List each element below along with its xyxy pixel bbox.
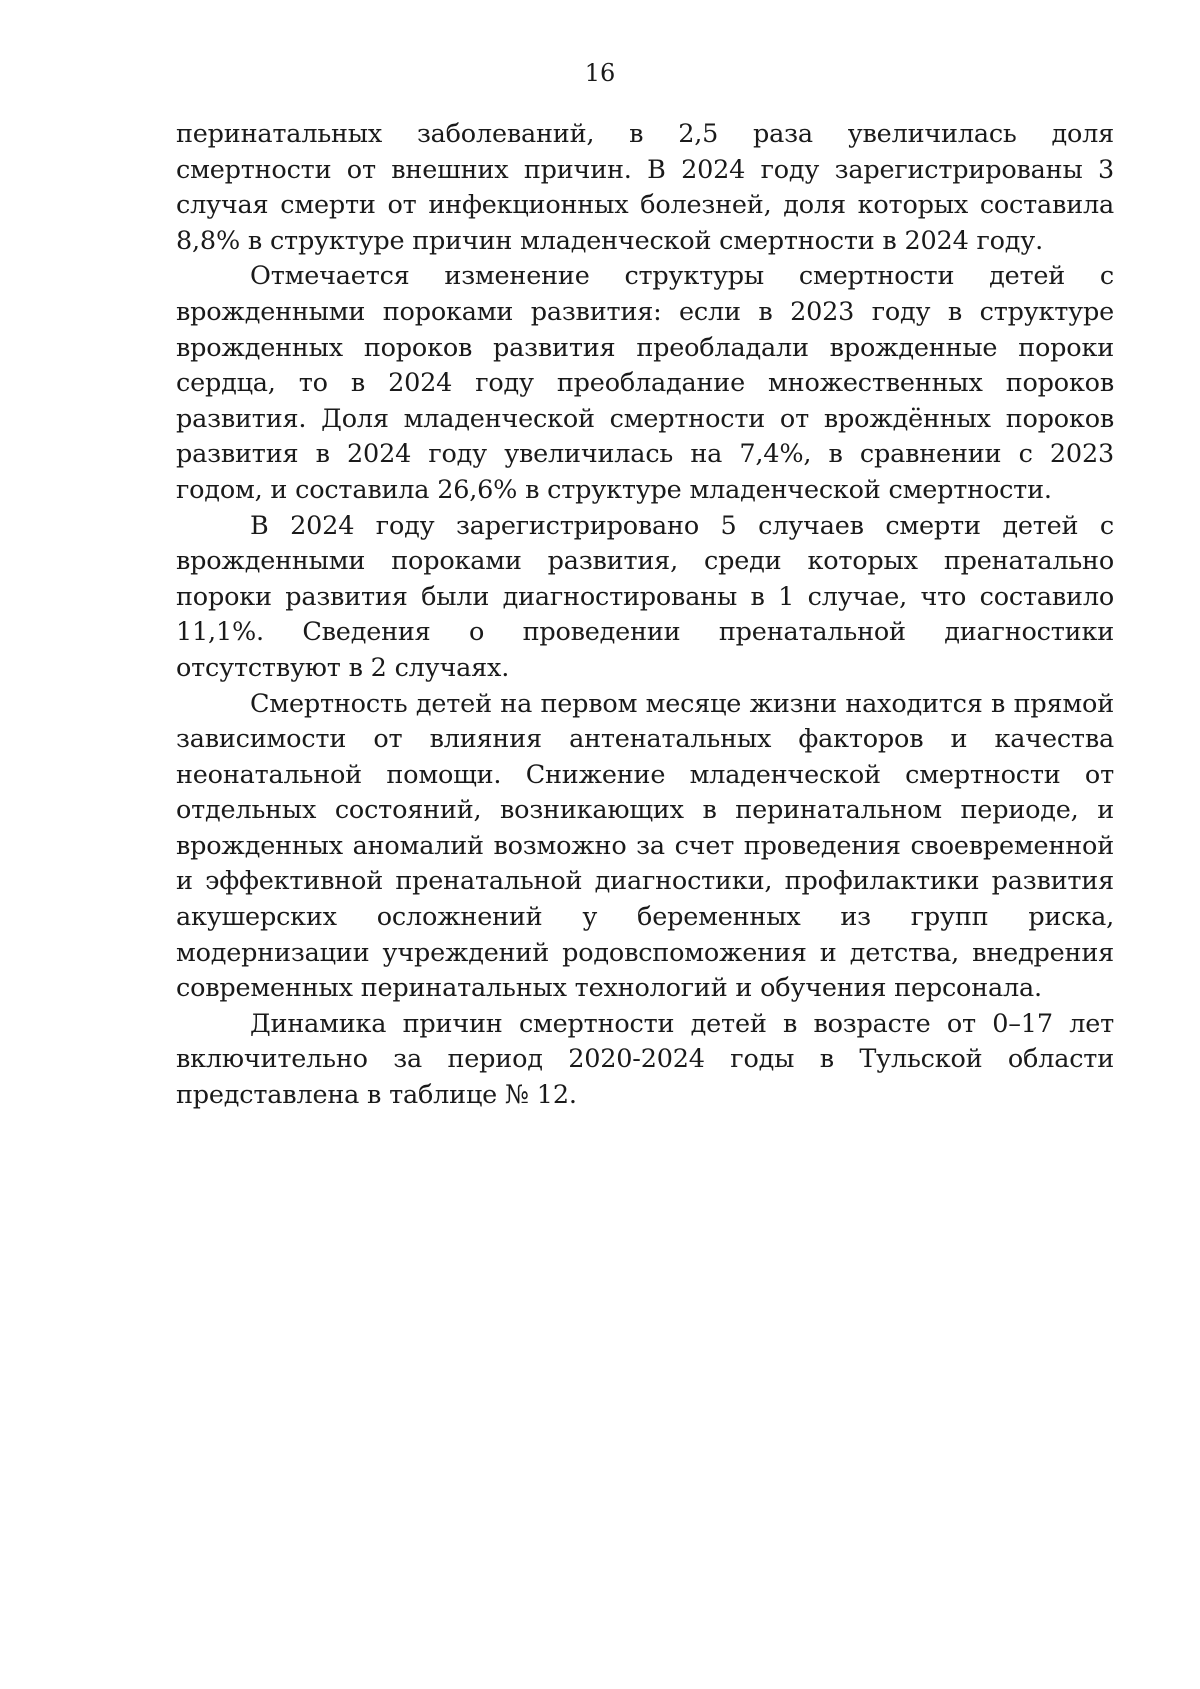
document-body xyxy=(176,117,1114,1114)
paragraph-congenital-defects-structure: Отмечается изменение структуры смертности детей с врожденными пороками развития: если в 2023 году в структуре врожденных пороков развития преобладали врожденные пороки сердца, то в 2024 году преобладание множественных пороков развития. Доля младенческой смертности от врождённых пороков развития в 2024 году увеличилась на 7,4%, в сравнении с 2023 годом, и составила 26,6% в структуре младенческой смертности. xyxy=(176,261,1114,505)
paragraph-continuation: перинатальных заболеваний, в 2,5 раза увеличилась доля смертности от внешних причин. В 2024 году зарегистрированы 3 случая смерти от инфекционных болезней, доля которых составила 8,8% в структуре причин младенческой смертности в 2024 году. xyxy=(176,119,1114,256)
page-number: 16 xyxy=(584,59,616,87)
paragraph-prenatal-diagnosis: В 2024 году зарегистрировано 5 случаев смерти детей с врожденными пороками развития, среди которых пренатально пороки развития были диагностированы в 1 случае, что составило 11,1%. Сведения о проведении пренатальной диагностики отсутствуют в 2 случаях. xyxy=(176,510,1114,683)
paragraph-table-reference: Динамика причин смертности детей в возрасте от 0–17 лет включительно за период 2020-2024 годы в Тульской области представлена в таблице № 12. xyxy=(176,1008,1114,1111)
paragraph-neonatal-mortality-factors: Смертность детей на первом месяце жизни находится в прямой зависимости от влияния антенатальных факторов и качества неонатальной помощи. Снижение младенческой смертности от отдельных состояний, возникающих в перинатальном периоде, и врожденных аномалий возможно за счет проведения своевременной и эффективной пренатальной диагностики, профилактики развития акушерских осложнений у беременных из групп риска, модернизации учреждений родовспоможения и детства, внедрения современных перинатальных технологий и обучения персонала. xyxy=(176,688,1114,1004)
